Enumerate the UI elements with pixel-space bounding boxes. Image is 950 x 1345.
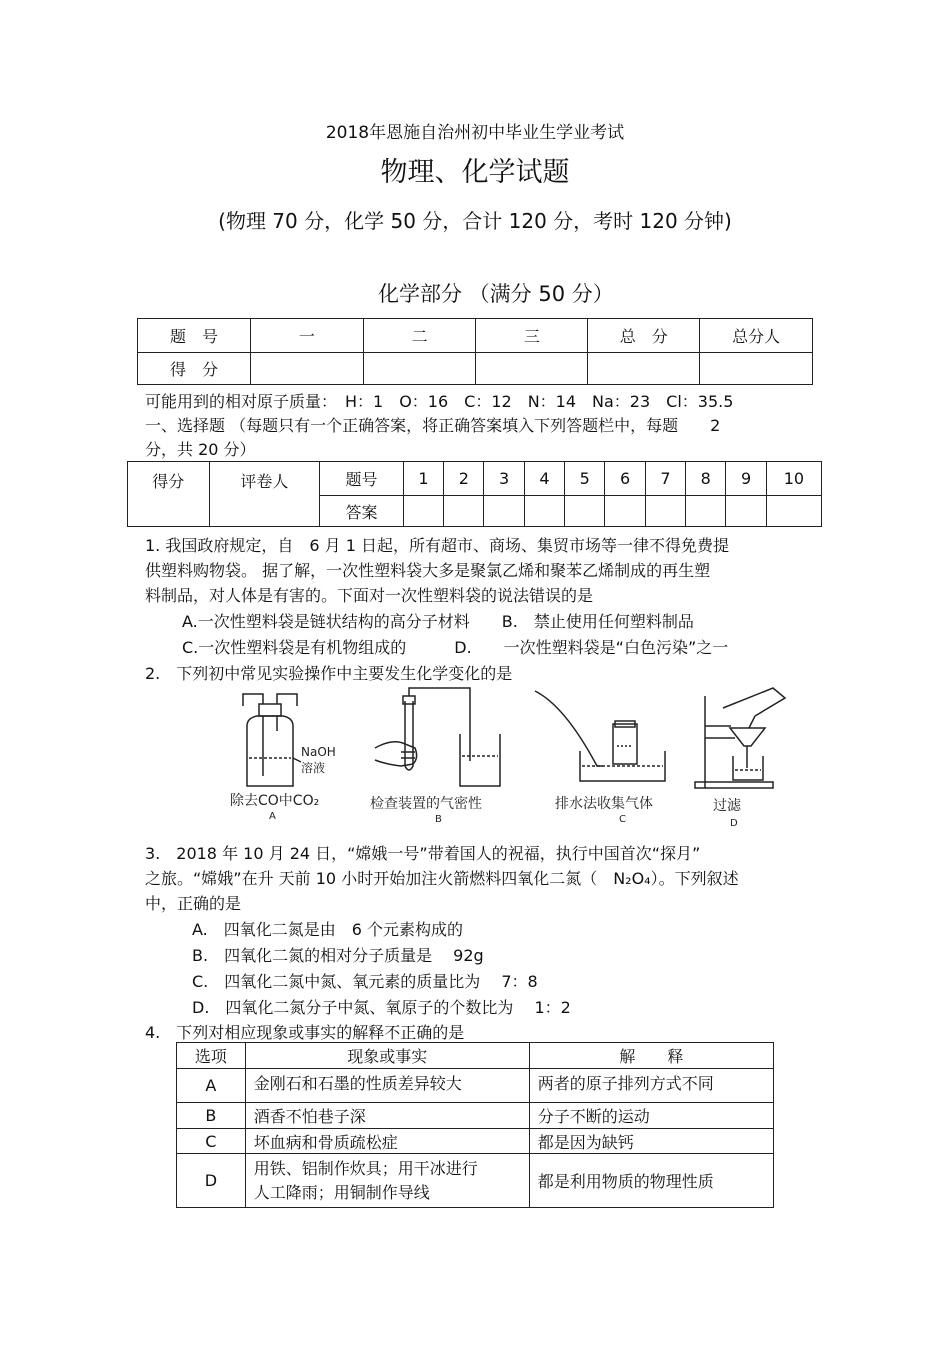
q3-option-c: C. 四氧化二氮中氮、氧元素的质量比为 7：8: [192, 972, 538, 991]
answer-table: [127, 461, 822, 527]
q3-option-b: B. 四氧化二氮的相对分子质量是 92g: [192, 946, 484, 965]
q4-table: [176, 1042, 774, 1208]
q1-line3: 料制品，对人体是有害的。下面对一次性塑料袋的说法错误的是: [145, 586, 594, 605]
question-number: 8: [686, 462, 726, 496]
q2-apparatus-figure: [225, 686, 805, 831]
q4-row-explanation: 分子不断的运动: [529, 1103, 773, 1129]
q4-text: 4. 下列对相应现象或事实的解释不正确的是: [145, 1023, 465, 1042]
answer-blank[interactable]: [766, 496, 821, 527]
score-cell: 三: [476, 319, 588, 353]
answer-blank[interactable]: [605, 496, 645, 527]
question-number: 5: [565, 462, 605, 496]
fig-a-reagent-line2: 溶液: [301, 761, 326, 775]
answer-blank[interactable]: [444, 496, 484, 527]
fig-c-caption: 排水法收集气体: [555, 796, 653, 812]
q4-row-option: D: [177, 1154, 246, 1208]
q4-row-explanation: 两者的原子排列方式不同: [529, 1069, 773, 1103]
score-info: (物理 70 分，化学 50 分，合计 120 分，考时 120 分钟): [218, 209, 732, 233]
q4-row-explanation: 都是因为缺钙: [529, 1129, 773, 1154]
q3-line2: 之旅。“嫦娥”在升 天前 10 小时开始加注火箭燃料四氧化二氮（ N₂O₄）。下列叙述: [145, 869, 739, 888]
section-title: 化学部分 （满分 50 分）: [378, 282, 614, 306]
q4-row-fact-line2: 人工降雨；用铜制作导线: [253, 1182, 430, 1202]
filtration-icon: [695, 688, 785, 788]
water-displacement-icon: [535, 691, 665, 781]
q4-row-option: B: [177, 1103, 246, 1129]
q4-row-option: C: [177, 1129, 246, 1154]
fig-b-letter: B: [435, 814, 442, 825]
question-number: 6: [605, 462, 645, 496]
gas-washing-bottle-icon: [243, 694, 301, 786]
q4-row-fact: 坏血病和骨质疏松症: [245, 1129, 529, 1154]
q4-row-fact: 金刚石和石墨的性质差异较大: [245, 1069, 529, 1103]
q1-option-cd: C.一次性塑料袋是有机物组成的 D. 一次性塑料袋是“白色污染”之一: [182, 638, 729, 657]
fig-b-caption: 检查装置的气密性: [370, 796, 482, 812]
score-cell: 一: [250, 319, 363, 353]
score-blank[interactable]: [363, 353, 476, 385]
fig-d-caption: 过滤: [713, 798, 741, 814]
answer-blank[interactable]: [403, 496, 443, 527]
q4-row-fact: [245, 1154, 529, 1208]
q4-header-explanation: 解 释: [529, 1043, 773, 1069]
question-number: 10: [766, 462, 821, 496]
q2-text: 2. 下列初中常见实验操作中主要发生化学变化的是: [145, 664, 513, 683]
score-table: [137, 318, 813, 385]
q4-header-fact: 现象或事实: [245, 1043, 529, 1069]
atomic-masses: 可能用到的相对原子质量： H：1 O：16 C：12 N：14 Na：23 Cl：35.5: [145, 392, 734, 411]
q3-line3: 中，正确的是: [145, 894, 242, 913]
answer-header-grader: 评卷人: [209, 462, 320, 527]
answer-blank[interactable]: [524, 496, 564, 527]
q1-option-ab: A.一次性塑料袋是链状结构的高分子材料 B. 禁止使用任何塑料制品: [182, 612, 694, 631]
answer-header-score: 得分: [128, 462, 210, 527]
score-cell: 二: [363, 319, 476, 353]
fig-a-caption: 除去CO中CO₂: [230, 793, 320, 809]
part1-heading-line2: 分，共 20 分）: [145, 440, 256, 459]
answer-blank[interactable]: [565, 496, 605, 527]
q3-option-d: D. 四氧化二氮分子中氮、氧原子的个数比为 1：2: [192, 998, 571, 1017]
exam-title: 2018年恩施自治州初中毕业生学业考试: [325, 123, 625, 143]
airtightness-check-icon: [375, 688, 500, 786]
fig-a-reagent-line1: NaOH: [301, 745, 336, 759]
question-number: 7: [645, 462, 685, 496]
answer-blank[interactable]: [645, 496, 685, 527]
answer-blank[interactable]: [686, 496, 726, 527]
answer-blank[interactable]: [484, 496, 524, 527]
answer-row-label: 答案: [320, 496, 403, 527]
subject-title: 物理、化学试题: [380, 157, 570, 188]
question-number: 4: [524, 462, 564, 496]
q1-line2: 供塑料购物袋。 据了解，一次性塑料袋大多是聚氯乙烯和聚苯乙烯制成的再生塑: [145, 561, 711, 580]
q4-row-option: A: [177, 1069, 246, 1103]
q3-line1: 3. 2018 年 10 月 24 日，“嫦娥一号”带着国人的祝福，执行中国首次“探月”: [145, 844, 701, 863]
answer-header-number: 题号: [320, 462, 403, 496]
q4-row-explanation: 都是利用物质的物理性质: [529, 1154, 773, 1208]
fig-a-letter: A: [269, 811, 276, 822]
part1-heading-line1: 一、选择题 （每题只有一个正确答案，将正确答案填入下列答题栏中，每题 2: [145, 416, 721, 435]
score-blank[interactable]: [588, 353, 700, 385]
q4-row-fact: 酒香不怕巷子深: [245, 1103, 529, 1129]
score-blank[interactable]: [476, 353, 588, 385]
question-number: 1: [403, 462, 443, 496]
score-cell: 总分人: [700, 319, 813, 353]
q4-row-fact-line1: 用铁、铝制作炊具；用干冰进行: [253, 1158, 478, 1178]
fig-d-letter: D: [730, 818, 738, 829]
q3-option-a: A. 四氧化二氮是由 6 个元素构成的: [192, 920, 464, 939]
fig-c-letter: C: [619, 814, 626, 825]
question-number: 3: [484, 462, 524, 496]
q1-line1: 1. 我国政府规定，自 6 月 1 日起，所有超市、商场、集贸市场等一律不得免费提: [145, 536, 729, 555]
answer-blank[interactable]: [726, 496, 766, 527]
question-number: 2: [444, 462, 484, 496]
score-blank[interactable]: [700, 353, 813, 385]
question-number: 9: [726, 462, 766, 496]
score-blank[interactable]: [250, 353, 363, 385]
score-cell: 题 号: [138, 319, 251, 353]
q4-header-option: 选项: [177, 1043, 246, 1069]
score-cell: 总 分: [588, 319, 700, 353]
score-row-label: 得 分: [138, 353, 251, 385]
